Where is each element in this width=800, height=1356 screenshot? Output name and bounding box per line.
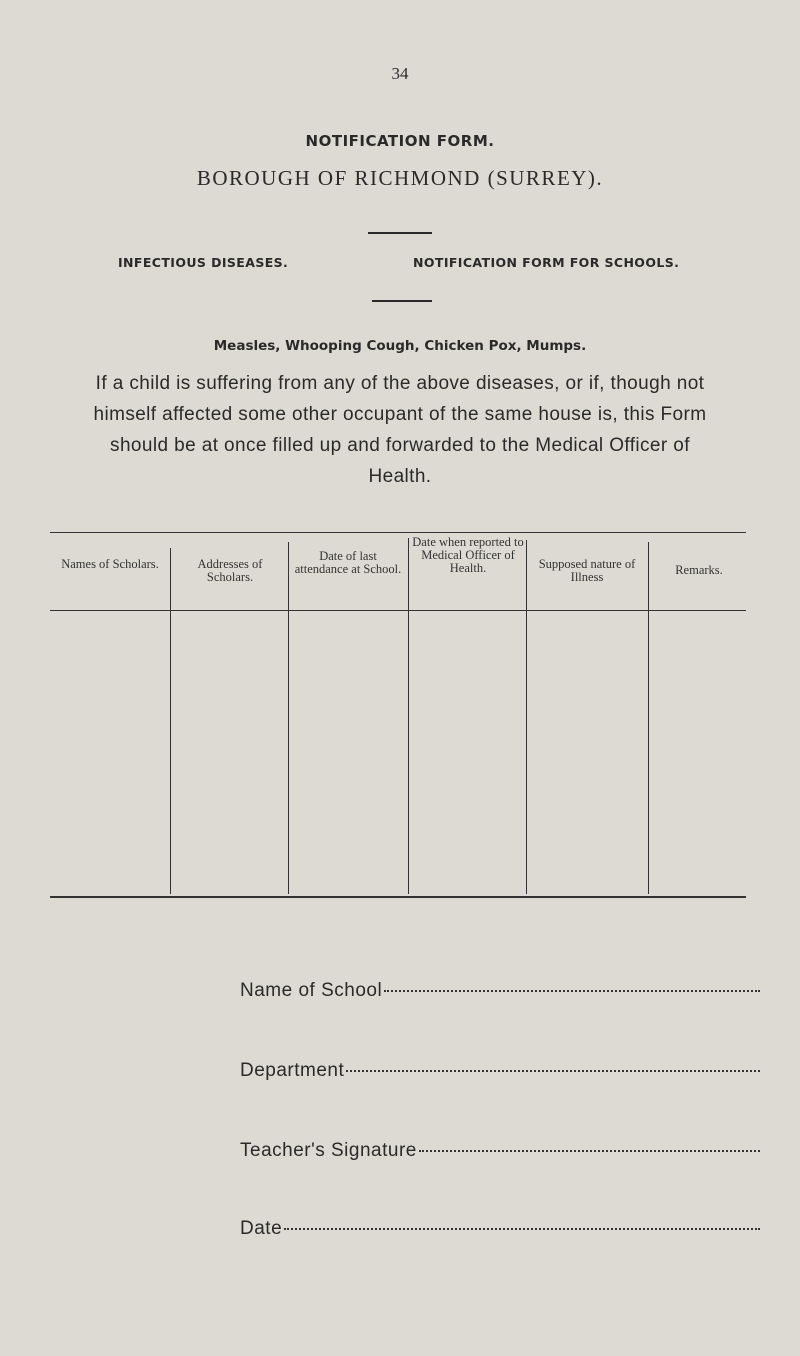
form-title: NOTIFICATION FORM. — [305, 132, 495, 150]
fill-in-line — [419, 1150, 760, 1152]
date-label: Date — [240, 1218, 283, 1239]
borough-heading: BOROUGH OF RICHMOND (SURREY). — [196, 166, 604, 190]
column-header-names: Names of Scholars. — [61, 557, 159, 571]
school-name-label: Name of School — [240, 980, 383, 1001]
table-bottom-rule — [50, 896, 746, 898]
subtitle-notification-form-schools: NOTIFICATION FORM FOR SCHOOLS. — [413, 255, 680, 270]
fill-in-line — [346, 1070, 760, 1072]
diseases-list: Measles, Whooping Cough, Chicken Pox, Mumps. — [213, 338, 587, 354]
fill-in-line — [384, 990, 760, 992]
subtitle-infectious-diseases: INFECTIOUS DISEASES. — [118, 255, 289, 270]
column-header-remarks: Remarks. — [675, 563, 723, 577]
column-header-last-attendance: Date of last attendance at School. — [294, 549, 402, 576]
column-divider — [288, 542, 289, 894]
header-bottom-rule — [50, 610, 746, 611]
column-header-date-reported: Date when reported to Medical Officer of Health. — [412, 535, 524, 575]
divider-rule — [368, 232, 432, 234]
column-header-nature-illness: Supposed nature of Illness — [538, 557, 636, 584]
table-top-rule — [50, 532, 746, 533]
column-divider — [170, 548, 171, 894]
department-label: Department — [240, 1060, 345, 1081]
school-name-field[interactable] — [240, 980, 760, 1002]
department-field[interactable] — [240, 1060, 760, 1082]
divider-rule — [372, 300, 432, 302]
fill-in-line — [284, 1228, 760, 1230]
teacher-signature-label: Teacher's Signature — [240, 1140, 417, 1161]
date-field[interactable] — [240, 1218, 760, 1240]
column-divider — [408, 538, 409, 894]
notification-table — [50, 530, 746, 900]
column-divider — [648, 542, 649, 894]
teacher-signature-field[interactable] — [240, 1140, 760, 1162]
column-divider — [526, 540, 527, 894]
column-header-addresses: Addresses of Scholars. — [197, 557, 263, 584]
page-number: 34 — [391, 64, 409, 83]
instructions-paragraph: If a child is suffering from any of the above diseases, or if, though not himself affected some other occupant of the same house is, this Form should be at once filled up and forwarded to the Medical Officer of Health. — [93, 373, 707, 487]
